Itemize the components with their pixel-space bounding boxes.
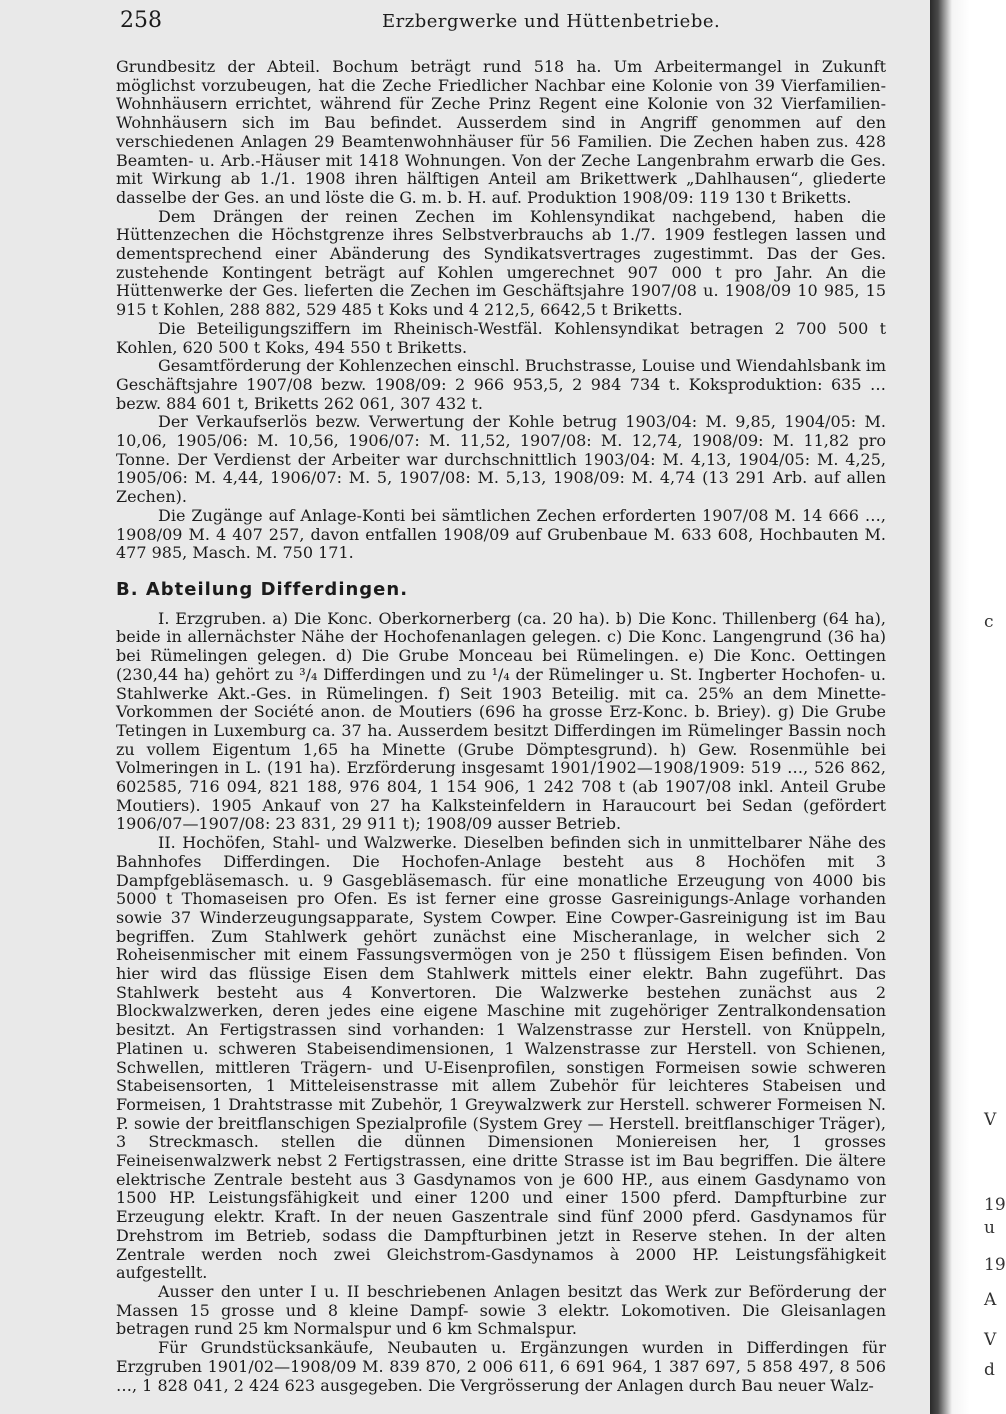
page-header: [120, 8, 890, 36]
body-text: [116, 58, 886, 1395]
edge-fragment: 19: [984, 1195, 1006, 1215]
paragraph-hochoefen: II. Hochöfen, Stahl- und Walzwerke. Dieselben befinden sich in unmittelbarer Nähe des Bahnhofes Differdingen. Die Hochofen-Anlage besteht aus 8 Hochöfen mit 3 Dampfgebläsemasch. u. 9 Gasgebläsemasch. für eine monatliche Erzeugung von 4000 bis 5000 t Thomaseisen pro Ofen. Es ist ferner eine grosse Gasreinigungs-Anlage vorhanden sowie 37 Winderzeugungsapparate, System Cowper. Eine Cowper-Gasreinigung ist im Bau begriffen. Zum Stahlwerk gehört zunächst eine Mischeranlage, in welcher sich 2 Roheisenmischer mit einem Fassungsvermögen von je 250 t flüssigem Eisen befinden. Von hier wird das flüssige Eisen dem Stahlwerk mittels einer elektr. Bahn zugeführt. Das Stahlwerk besteht aus 4 Konvertoren. Die Walzwerke bestehen zunächst aus 2 Blockwalzwerken, deren jedes eine eigene Maschine mit zugehöriger Zentralkondensation besitzt. An Fertigstrassen sind vorhanden: 1 Walzenstrasse zur Herstell. von Knüppeln, Platinen u. schweren Stabeisendimensionen, 1 Walzenstrasse zur Herstell. von Schienen, Schwellen, mittleren Trägern- und U-Eisenprofilen, sonstigen Formeisen sowie schweren Stabeisensorten, 1 Mitteleisenstrasse mit allem Zubehör für leichteres Stabeisen und Formeisen, 1 Drahtstrasse mit Zubehör, 1 Greywalzwerk zur Herstell. schwerer Formeisen N. P. sowie der breitflanschigen Spezialprofile (System Grey — Herstell. breitflanschiger Träger), 3 Streckmasch. stellen die dünnen Dimensionen Moniereisen her, 1 grosses Feineisenwalzwerk nebst 2 Fertigstrassen, eine dritte Strasse ist im Bau begriffen. Die ältere elektrische Zentrale besteht aus 3 Gasdynamos von je 600 HP., aus einem Gasdynamo von 1500 HP. Leistungsfähigkeit und einer 1200 und einer 1500 pferd. Dampfturbine zur Erzeugung elektr. Kraft. In der neuen Gaszentrale sind fünf 2000 pferd. Gasdynamos für Drehstrom im Betrieb, sodass die Dampfturbinen jetzt in Reserve stehen. In der alten Zentrale werden noch zwei Gleichstrom-Gasdynamos à 2000 HP. Leistungsfähigkeit aufgestellt.: [116, 833, 886, 1283]
edge-fragment: V: [984, 1330, 997, 1350]
page-number: 258: [120, 8, 162, 33]
edge-fragment: A: [984, 1290, 997, 1310]
paragraph-kohlensyndikat: Dem Drängen der reinen Zechen im Kohlensyndikat nachgebend, haben die Hüttenzechen die Höchstgrenze ihres Selbstverbrauchs ab 1./7. 1909 festlegen lassen und dementsprechend einer Abänderung des Syndikatsvertrages zugestimmt. Das der Ges. zustehende Kontingent beträgt auf Kohlen umgerechnet 907 000 t pro Jahr. An die Hüttenwerke der Ges. lieferten die Zechen im Geschäftsjahre 1907/08 u. 1908/09 10 985, 15 915 t Kohlen, 288 882, 529 485 t Koks und 4 212,5, 6642,5 t Briketts.: [116, 206, 886, 320]
paragraph-lokomotiven: Ausser den unter I u. II beschriebenen Anlagen besitzt das Werk zur Beförderung der Massen 15 grosse und 8 kleine Dampf- sowie 3 elektr. Lokomotiven. Die Gleisanlagen betragen rund 25 km Normalspur und 6 km Schmalspur.: [116, 1282, 886, 1339]
running-title: Erzbergwerke und Hüttenbetriebe.: [382, 11, 721, 32]
edge-fragment: 19: [984, 1255, 1006, 1275]
edge-fragment: u: [984, 1218, 995, 1238]
edge-fragment: c: [984, 612, 994, 632]
section-heading: B. Abteilung Differdingen.: [116, 578, 409, 600]
edge-fragment: d: [984, 1360, 995, 1380]
paragraph-verkaufserloes: Der Verkaufserlös bezw. Verwertung der Kohle betrug 1903/04: M. 9,85, 1904/05: M. 10,06, 1905/06: M. 10,56, 1906/07: M. 11,52, 1907/08: M. 12,74, 1908/09: M. 11,82 pro Tonne. Der Verdienst der Arbeiter war durchschnittlich 1903/04: M. 4,13, 1904/05: M. 4,25, 1905/06: M. 4,44, 1906/07: M. 5, 1907/08: M. 5,13, 1908/09: M. 4,74 (13 291 Arb. auf allen Zechen).: [116, 412, 886, 507]
edge-fragment: V: [984, 1110, 997, 1130]
paragraph-gesamtfoerderung: Gesamtförderung der Kohlenzechen einschl. Bruchstrasse, Louise und Wiendahlsbank im Geschäftsjahre 1907/08 bezw. 1908/09: 2 966 953,5, 2 984 734 t. Koksproduktion: 635 … bezw. 884 601 t, Briketts 262 061, 307 432 t.: [116, 356, 886, 413]
paragraph-beteiligungsziffern: Die Beteiligungsziffern im Rheinisch-Westfäl. Kohlensyndikat betragen 2 700 500 t Kohlen, 620 500 t Koks, 494 550 t Briketts.: [116, 318, 886, 357]
paragraph-grundstuecksankaeufe: Für Grundstücksankäufe, Neubauten u. Ergänzungen wurden in Differdingen für Erzgruben 1901/02—1908/09 M. 839 870, 2 006 611, 6 691 964, 1 387 697, 5 858 497, 8 506 …, 1 828 041, 2 424 623 ausgegeben. Die Vergrösserung der Anlagen durch Bau neuer Walz-: [116, 1338, 886, 1395]
paragraph-grundbesitz: Grundbesitz der Abteil. Bochum beträgt rund 518 ha. Um Arbeitermangel in Zukunft möglichst vorzubeugen, hat die Zeche Friedlicher Nachbar eine Kolonie von 39 Vierfamilien-Wohnhäusern errichtet, während für Zeche Prinz Regent eine Kolonie von 32 Vierfamilien-Wohnhäusern sich im Bau befindet. Ausserdem sind in Angriff genommen auf den verschiedenen Anlagen 29 Beamtenwohnhäuser für 56 Familien. Die Zechen haben zus. 428 Beamten- u. Arb.-Häuser mit 1418 Wohnungen. Von der Zeche Langenbrahm erwarb die Ges. mit Wirkung ab 1./1. 1908 ihren hälftigen Anteil am Brikettwerk „Dahlhausen“, gliederte dasselbe der Ges. an und löste die G. m. b. H. auf. Produktion 1908/09: 119 130 t Briketts.: [116, 57, 886, 207]
paragraph-zugaenge: Die Zugänge auf Anlage-Konti bei sämtlichen Zechen erforderten 1907/08 M. 14 666 …, 1908/09 M. 4 407 257, davon entfallen 1908/09 auf Grubenbaue M. 633 608, Hochbauten M. 477 985, Masch. M. 750 171.: [116, 505, 886, 563]
paragraph-erzgruben: I. Erzgruben. a) Die Konc. Oberkornerberg (ca. 20 ha). b) Die Konc. Thillenberg (64 ha), beide in allernächster Nähe der Hochofenanlagen gelegen. c) Die Konc. Langengrund (36 ha) bei Rümelingen gelegen. d) Die Grube Monceau bei Rümelingen. e) Die Konc. Oettingen (230,44 ha) gehört zu ³/₄ Differdingen und zu ¹/₄ der Rümelinger u. St. Ingberter Hochofen- u. Stahlwerke Akt.-Ges. in Rümelingen. f) Seit 1903 Beteilig. mit ca. 25% an dem Minette-Vorkommen der Société anon. de Moutiers (696 ha grosse Erz-Konc. b. Briey). g) Die Grube Tetingen in Luxemburg ca. 37 ha. Ausserdem besitzt Differdingen im Rümelinger Bassin noch zu vollem Eigentum 1,65 ha Minette (Grube Dömptesgrund). h) Gew. Rosenmühle bei Volmeringen in L. (191 ha). Erzförderung insgesamt 1901/1902—1908/1909: 519 …, 526 862, 602585, 716 094, 821 188, 976 804, 1 154 906, 1 242 708 t (ab 1907/08 inkl. Anteil Grube Moutiers). 1905 Ankauf von 27 ha Kalksteinfeldern in Haraucourt bei Sedan (gefördert 1906/07—1907/08: 23 831, 29 911 t); 1908/09 ausser Betrieb.: [116, 608, 886, 834]
facing-page-edge: [984, 0, 1006, 1414]
